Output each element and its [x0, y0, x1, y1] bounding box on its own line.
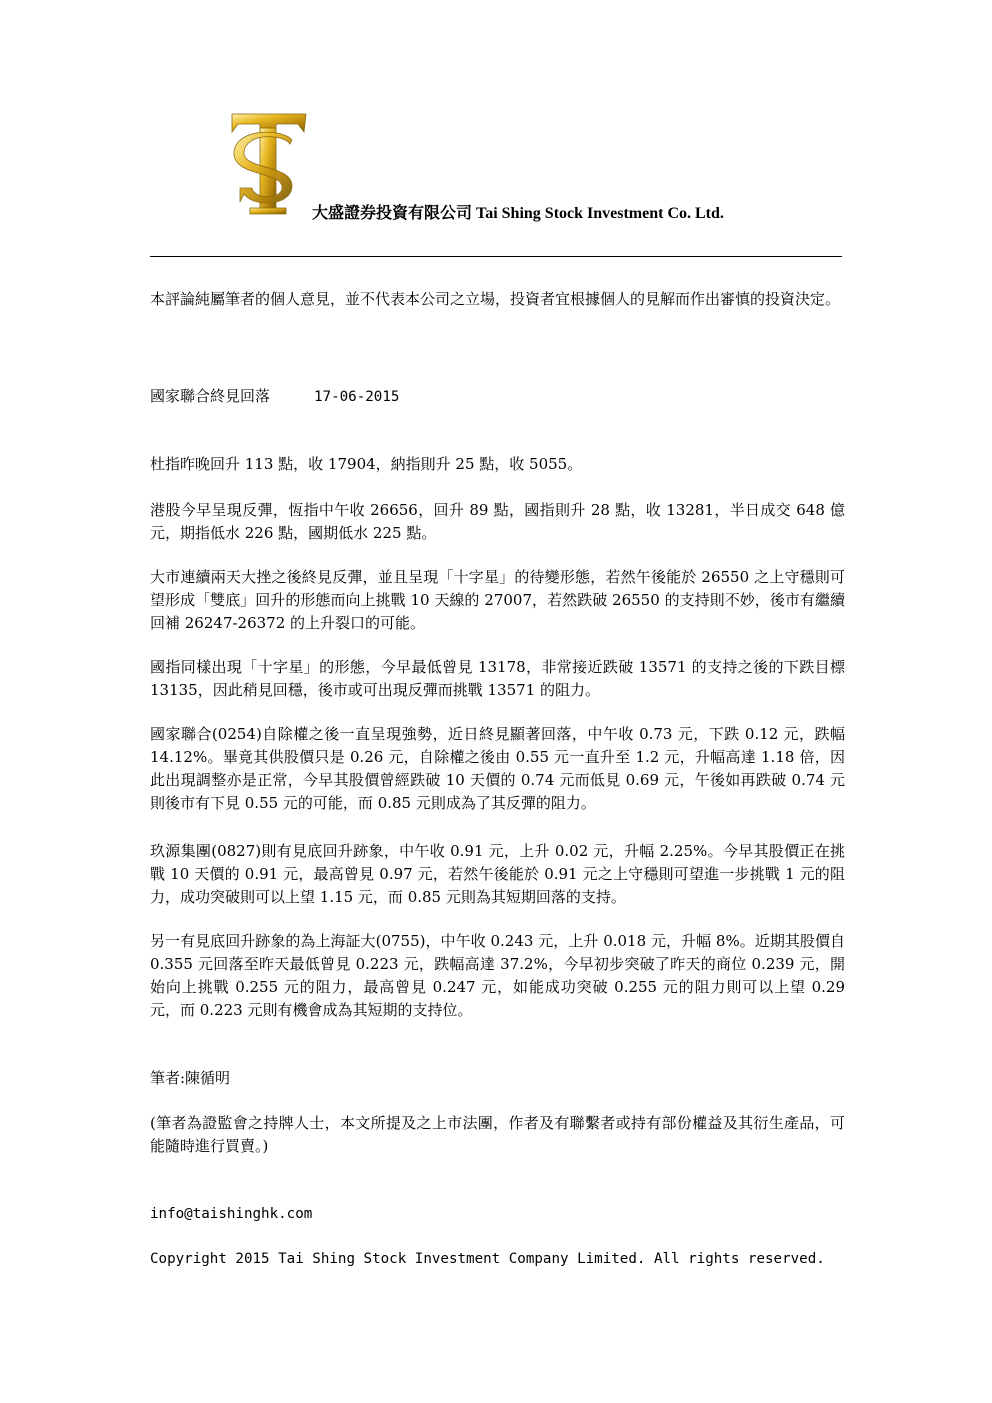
copyright-notice: Copyright 2015 Tai Shing Stock Investment Company Limited. All rights reserved. [150, 1251, 825, 1267]
paragraph-6: 玖源集團(0827)則有見底回升跡象，中午收 0.91 元，上升 0.02 元，升幅 2.25%。今早其股價正在挑戰 10 天價的 0.91 元，最高曾見 0.97 元，若然午後能於 0.91 元之上守穩則可望進一步挑戰 1 元的阻力，成功突破則可以上望 1.15 元，而 0.85 元則為其短期回落的支持。 [150, 842, 845, 906]
article-title: 國家聯合終見回落 [150, 387, 271, 405]
article-heading [150, 385, 399, 409]
header-divider [150, 256, 842, 257]
paragraph-4: 國指同樣出現「十字星」的形態，今早最低曾見 13178，非常接近跌破 13571 的支持之後的下跌目標 13135，因此稍見回穩，後市或可出現反彈而挑戰 13571 的阻力。 [150, 658, 845, 699]
paragraph-5: 國家聯合(0254)自除權之後一直呈現強勢，近日終見顯著回落，中午收 0.73 元，下跌 0.12 元，跌幅 14.12%。畢竟其供股價只是 0.26 元，自除權之後由 0.55 元一直升至 1.2 元，升幅高達 1.18 倍，因此出現調整亦是正常，今早其股價曾經跌破 10 天價的 0.74 元而低見 0.69 元，午後如再跌破 0.74 元則後市有下見 0.55 元的可能，而 0.85 元則成為了其反彈的阻力。 [150, 725, 845, 812]
author-note: (筆者為證監會之持牌人士，本文所提及之上市法團，作者及有聯繫者或持有部份權益及其衍生產品，可能隨時進行買賣。) [150, 1114, 845, 1155]
author: 筆者:陳循明 [150, 1069, 231, 1087]
company-name: 大盛證券投資有限公司 Tai Shing Stock Investment Co. Ltd. [312, 205, 724, 222]
ts-gold-monogram-logo [226, 110, 310, 220]
paragraph-1: 杜指昨晚回升 113 點，收 17904，納指則升 25 點，收 5055。 [150, 455, 583, 473]
paragraph-3: 大市連續兩天大挫之後終見反彈，並且呈現「十字星」的待變形態，若然午後能於 26550 之上守穩則可望形成「雙底」回升的形態而向上挑戰 10 天線的 27007，若然跌破 26550 的支持則不妙，後市有繼續回補 26247-26372 的上升裂口的可能。 [150, 568, 845, 632]
paragraph-2: 港股今早呈現反彈，恆指中午收 26656，回升 89 點，國指則升 28 點，收 13281，半日成交 648 億元，期指低水 226 點，國期低水 225 點。 [150, 501, 845, 542]
paragraph-7: 另一有見底回升跡象的為上海証大(0755)，中午收 0.243 元，上升 0.018 元，升幅 8%。近期其股價自 0.355 元回落至昨天最低曾見 0.223 元，跌幅高達 37.2%，今早初步突破了昨天的商位 0.239 元，開始向上挑戰 0.255 元的阻力，最高曾見 0.247 元，如能成功突破 0.255 元的阻力則可以上望 0.29 元，而 0.223 元則有機會成為其短期的支持位。 [150, 932, 845, 1019]
contact-email[interactable]: info@taishinghk.com [150, 1206, 313, 1222]
disclaimer: 本評論純屬筆者的個人意見，並不代表本公司之立場，投資者宜根據個人的見解而作出審慎的投資決定。 [150, 290, 841, 308]
article-date: 17-06-2015 [314, 389, 400, 405]
